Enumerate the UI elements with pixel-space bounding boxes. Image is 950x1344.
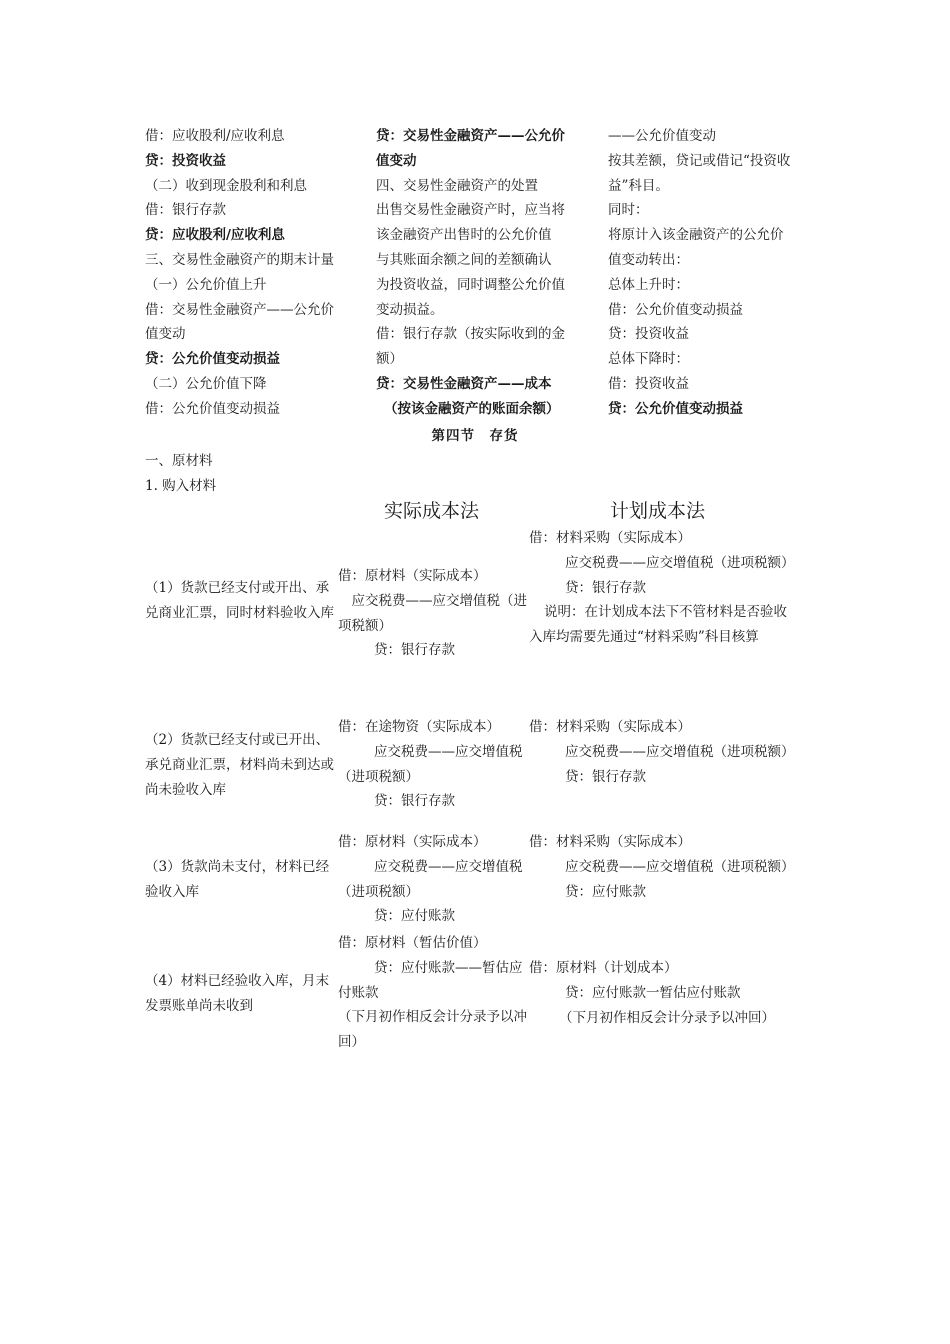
row-actual-entry <box>338 830 528 929</box>
text-line: 值变动 <box>376 152 417 169</box>
entry-line: 借：材料采购（实际成本） <box>529 834 691 850</box>
text-line: 借：交易性金融资产——公允价 <box>145 301 334 318</box>
column-right <box>608 124 818 422</box>
column-middle <box>376 124 586 422</box>
text-line: （二）公允价值下降 <box>145 375 267 392</box>
entry-line: 应交税费——应交增值税（进项税额） <box>565 858 795 875</box>
entry-line: 应交税费——应交增值税（进项税额） <box>338 858 523 900</box>
row-condition: （1）货款已经支付或开出、承兑商业汇票，同时材料验收入库 <box>145 580 334 621</box>
row-planned-entry <box>529 956 794 1030</box>
row-actual-entry <box>338 564 528 663</box>
entry-line: 应交税费——应交增值税（进项税额） <box>565 554 795 571</box>
entry-line: 应交税费——应交增值税（进项税额） <box>338 592 527 634</box>
entry-line: 借：原材料（计划成本） <box>529 960 678 976</box>
text-line: 贷：应收股利/应收利息 <box>145 227 285 244</box>
text-line: ——公允价值变动 <box>608 128 716 144</box>
entry-line: 贷：应付账款 <box>565 883 646 900</box>
entry-line: （下月初作相反会计分录予以冲回） <box>338 1009 527 1051</box>
row-condition: （4）材料已经验收入库，月末发票账单尚未收到 <box>145 973 330 1014</box>
text-line: 总体上升时： <box>608 276 689 293</box>
entry-line: 说明：在计划成本法下不管材料是否验收入库均需要先通过“材料采购”科目核算 <box>529 604 787 646</box>
entry-line: 借：在途物资（实际成本） <box>338 719 500 735</box>
row-actual-entry <box>338 715 528 814</box>
text-line: 贷：投资收益 <box>145 152 226 169</box>
text-line: 贷：公允价值变动损益 <box>608 400 743 417</box>
text-line: （二）收到现金股利和利息 <box>145 177 307 194</box>
text-line: 借：银行存款 <box>145 202 226 219</box>
row-actual-entry <box>338 931 528 1055</box>
row-condition: （2）货款已经支付或已开出、承兑商业汇票，材料尚未到达或尚未验收入库 <box>145 732 334 798</box>
row-planned-entry <box>529 715 794 789</box>
text-line: 与其账面余额之间的差额确认 <box>376 251 552 268</box>
entry-line: 贷：银行存款 <box>565 579 646 596</box>
method-header-planned: 计划成本法 <box>610 500 706 522</box>
row-condition: （3）货款尚未支付，材料已经验收入库 <box>145 859 330 900</box>
entry-line: 借：原材料（暂估价值） <box>338 935 487 951</box>
text-line: 益”科目。 <box>608 177 669 194</box>
row-planned-entry <box>529 526 794 650</box>
text-line: 借：公允价值变动损益 <box>145 400 280 417</box>
text-line: （按该金融资产的账面余额） <box>384 400 560 417</box>
entry-line: （下月初作相反会计分录予以冲回） <box>559 1009 775 1026</box>
text-line: 额） <box>376 351 403 368</box>
entry-line: 贷：银行存款 <box>565 768 646 785</box>
text-line: 借：公允价值变动损益 <box>608 301 743 318</box>
text-line: 出售交易性金融资产时，应当将 <box>376 202 565 219</box>
text-line: 贷：公允价值变动损益 <box>145 351 280 368</box>
entry-line: 应交税费——应交增值税（进项税额） <box>565 743 795 760</box>
section-title: 第四节 存货 <box>431 428 519 444</box>
entry-line: 借：材料采购（实际成本） <box>529 719 691 735</box>
text-line: 该金融资产出售时的公允价值 <box>376 227 552 244</box>
text-line: 按其差额，贷记或借记“投资收 <box>608 152 791 169</box>
text-line: （一）公允价值上升 <box>145 276 267 293</box>
entry-line: 借：原材料（实际成本） <box>338 568 487 584</box>
text-line: 贷：投资收益 <box>608 326 689 343</box>
text-line: 四、交易性金融资产的处置 <box>376 177 538 194</box>
entry-line: 贷：应付账款 <box>374 908 455 925</box>
text-line: 借：银行存款（按实际收到的金 <box>376 326 565 343</box>
method-header-actual: 实际成本法 <box>384 500 480 522</box>
text-line: 为投资收益，同时调整公允价值 <box>376 276 565 293</box>
entry-line: 贷：应付账款——暂估应付账款 <box>338 959 523 1001</box>
text-line: 值变动转出： <box>608 251 689 268</box>
entry-line: 贷：银行存款 <box>374 642 455 659</box>
text-line: 总体下降时： <box>608 351 689 368</box>
text-line: 值变动 <box>145 326 186 343</box>
entry-line: 贷：银行存款 <box>374 793 455 810</box>
text-line: 借：应收股利/应收利息 <box>145 128 285 144</box>
entry-line: 借：原材料（实际成本） <box>338 834 487 850</box>
entry-line: 贷：应付账款一暂估应付账款 <box>565 984 741 1001</box>
text-line: 三、交易性金融资产的期末计量 <box>145 251 334 268</box>
text-line: 将原计入该金融资产的公允价 <box>608 227 784 244</box>
text-line: 贷：交易性金融资产——成本 <box>376 375 552 392</box>
entry-line: 应交税费——应交增值税（进项税额） <box>338 743 523 785</box>
text-line: 借：投资收益 <box>608 375 689 392</box>
row-planned-entry <box>529 830 794 904</box>
subheading: 1. 购入材料 <box>145 478 217 494</box>
text-line: 同时： <box>608 202 649 219</box>
entry-line: 借：材料采购（实际成本） <box>529 530 691 546</box>
subheading: 一、原材料 <box>145 453 213 469</box>
text-line: 贷：交易性金融资产——公允价 <box>376 128 565 144</box>
column-left <box>145 124 355 422</box>
text-line: 变动损益。 <box>376 301 444 318</box>
